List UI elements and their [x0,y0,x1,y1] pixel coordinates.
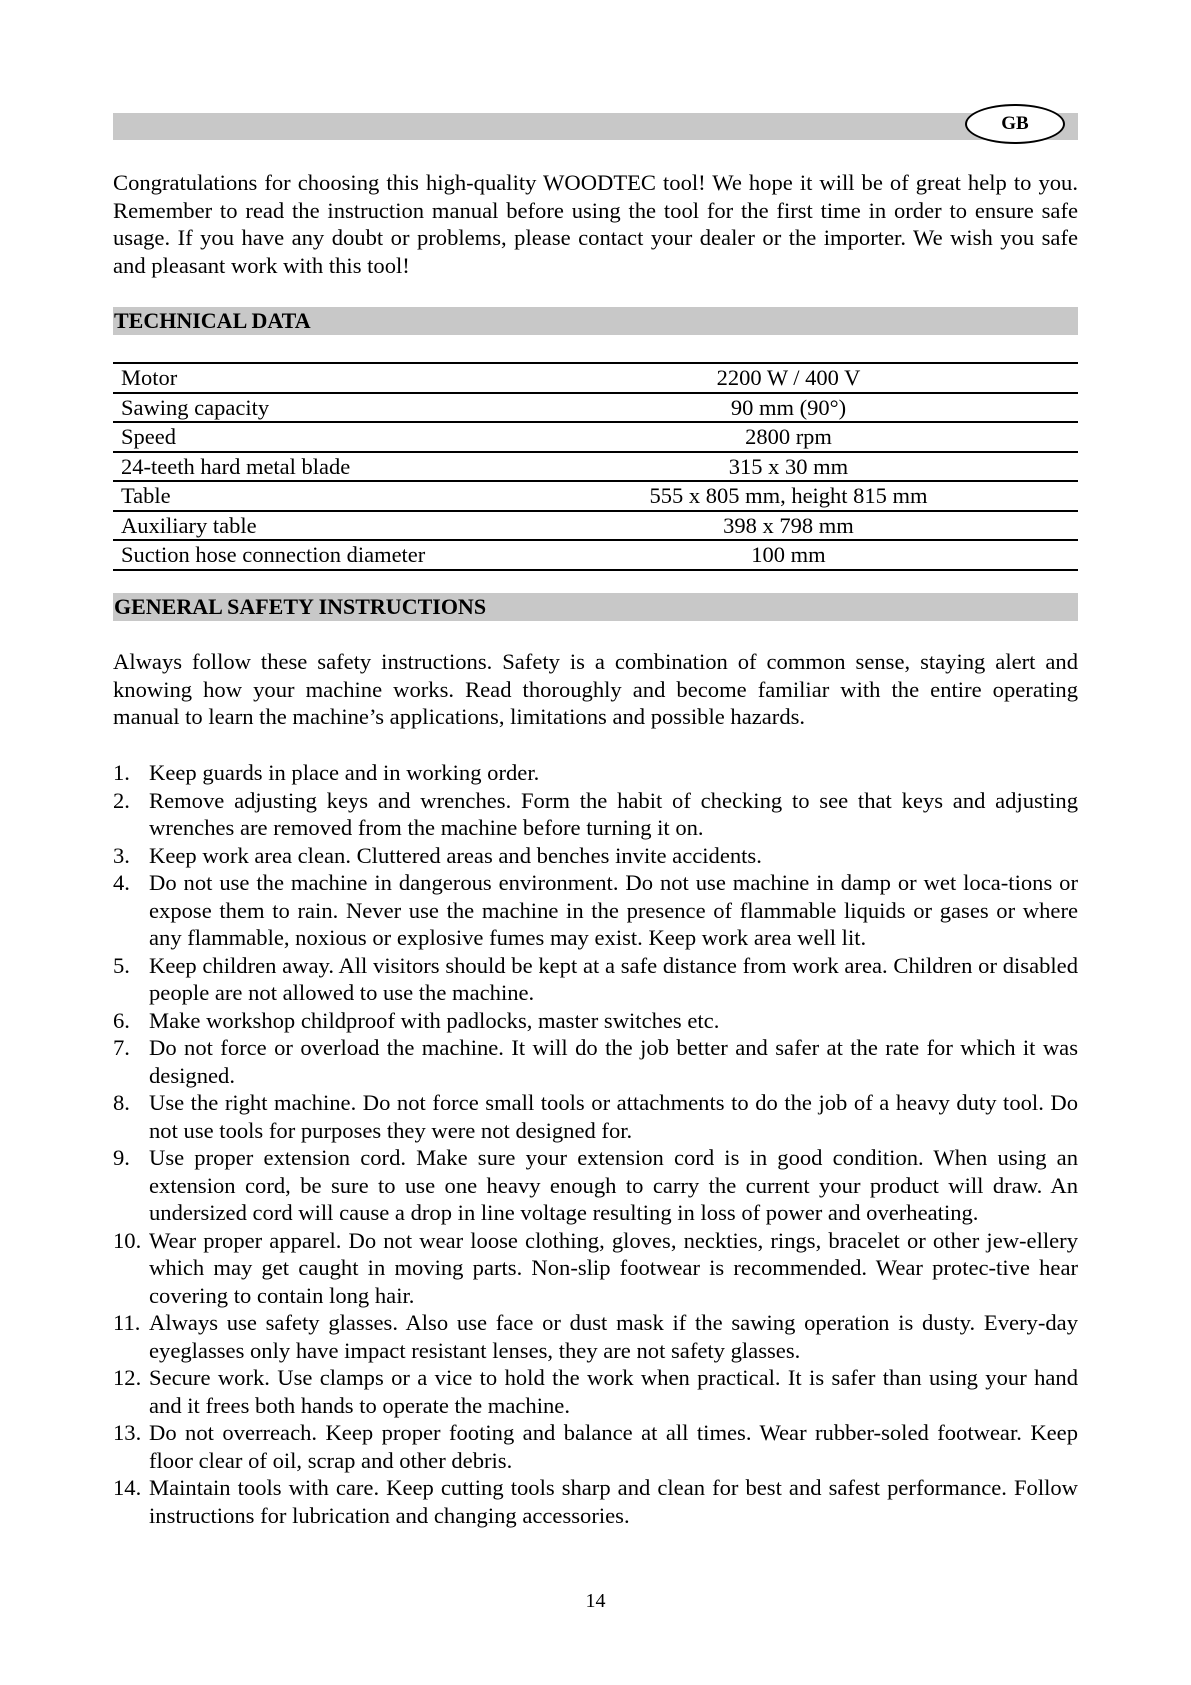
language-badge: GB [965,104,1065,144]
spec-value: 398 x 798 mm [499,511,1078,541]
spec-label: Table [113,481,499,511]
spec-value: 90 mm (90°) [499,393,1078,423]
item-number: 5. [113,952,130,978]
item-number: 2. [113,787,130,813]
item-text: Use the right machine. Do not force small tools or attachments to do the job of a heavy duty tool. Do not use tools for purposes they were not designed for. [149,1090,1078,1143]
spec-label: Auxiliary table [113,511,499,541]
list-item [113,869,1078,952]
list-item [113,1227,1078,1310]
spec-value: 2200 W / 400 V [499,363,1078,393]
item-number: 11. [113,1310,141,1335]
item-text: Do not force or overload the machine. It will do the job better and safer at the rate for which it was designed. [149,1035,1078,1088]
intro-paragraph: Congratulations for choosing this high-quality WOODTEC tool! We hope it will be of great help to you. Remember to read the instruction manual before using the tool for the first time in order to ensure safe usage. If you have any doubt or problems, please contact your dealer or the importer. We wish you safe and pleasant work with this tool! [113,170,1078,278]
list-item [113,759,1078,787]
spec-value: 315 x 30 mm [499,452,1078,482]
item-text: Maintain tools with care. Keep cutting tools sharp and clean for best and safest performance. Follow instructions for lubrication and changing accessories. [149,1475,1078,1528]
item-text: Do not use the machine in dangerous environment. Do not use machine in damp or wet loca-tions or expose them to rain. Never use the machine in the presence of flammable liquids or gases or where any flammable, noxious or explosive fumes may exist. Keep work area well lit. [149,870,1078,950]
item-text: Do not overreach. Keep proper footing and balance at all times. Wear rubber-soled footwear. Keep floor clear of oil, scrap and other debris. [149,1420,1078,1473]
item-text: Keep children away. All visitors should be kept at a safe distance from work area. Children or disabled people are not allowed to use the machine. [149,952,1078,1005]
item-number: 1. [113,760,130,785]
item-number: 3. [113,842,130,868]
table-row [113,481,1078,511]
item-number: 14. [113,1475,142,1500]
item-text: Use proper extension cord. Make sure your extension cord is in good condition. When using an extension cord, be sure to use one heavy enough to carry the current your product will draw. An undersized cord will cause a drop in line voltage resulting in loss of power and overheating. [149,1145,1078,1225]
item-text: Make workshop childproof with padlocks, master switches etc. [149,1007,720,1033]
item-text: Always use safety glasses. Also use face or dust mask if the sawing operation is dusty. Every-day eyeglasses only have impact resistant lenses, they are not safety glasses. [149,1310,1078,1363]
list-item [113,842,1078,870]
item-number: 13. [113,1420,142,1445]
table-row [113,422,1078,452]
table-row [113,540,1078,570]
spec-label: Sawing capacity [113,393,499,423]
safety-heading-bar [113,593,1078,621]
list-item [113,1089,1078,1144]
safety-heading: GENERAL SAFETY INSTRUCTIONS [114,594,487,619]
spec-value: 2800 rpm [499,422,1078,452]
list-item [113,787,1078,842]
item-text: Secure work. Use clamps or a vice to hold the work when practical. It is safer than using your hand and it frees both hands to operate the machine. [149,1365,1078,1418]
spec-label: Speed [113,422,499,452]
list-item [113,1034,1078,1089]
item-text: Keep guards in place and in working order. [149,760,540,785]
item-number: 9. [113,1145,130,1170]
list-item [113,1364,1078,1419]
list-item [113,952,1078,1007]
spec-value: 555 x 805 mm, height 815 mm [499,481,1078,511]
item-number: 12. [113,1365,142,1390]
list-item [113,1419,1078,1474]
spec-label: Suction hose connection diameter [113,540,499,570]
spec-label: 24-teeth hard metal blade [113,452,499,482]
item-text: Wear proper apparel. Do not wear loose clothing, gloves, neckties, rings, bracelet or other jew-ellery which may get caught in moving parts. Non-slip footwear is recommended. Wear protec-tive hear covering to contain long hair. [149,1227,1078,1308]
item-text: Keep work area clean. Cluttered areas and benches invite accidents. [149,842,762,868]
spec-label: Motor [113,363,499,393]
item-number: 8. [113,1090,130,1115]
list-item [113,1144,1078,1227]
technical-data-heading-bar [113,307,1078,335]
list-item [113,1309,1078,1364]
item-text: Remove adjusting keys and wrenches. Form the habit of checking to see that keys and adjusting wrenches are removed from the machine before turning it on. [149,787,1078,840]
item-number: 4. [113,870,130,895]
spec-value: 100 mm [499,540,1078,570]
page-number: 14 [585,1590,606,1612]
technical-data-table [113,362,1078,571]
safety-instructions-list [113,759,1078,1529]
safety-intro-paragraph: Always follow these safety instructions. Safety is a combination of common sense, staying alert and knowing how your machine works. Read thoroughly and become familiar with the entire operating manual to learn the machine’s applications, limitations and possible hazards. [113,649,1078,729]
technical-data-heading: TECHNICAL DATA [114,308,311,333]
header-bar [113,113,1078,140]
list-item [113,1007,1078,1035]
table-row [113,393,1078,423]
item-number: 6. [113,1007,130,1033]
item-number: 10. [113,1227,142,1253]
table-row [113,511,1078,541]
item-number: 7. [113,1035,130,1060]
table-row [113,363,1078,393]
list-item [113,1474,1078,1529]
table-row [113,452,1078,482]
